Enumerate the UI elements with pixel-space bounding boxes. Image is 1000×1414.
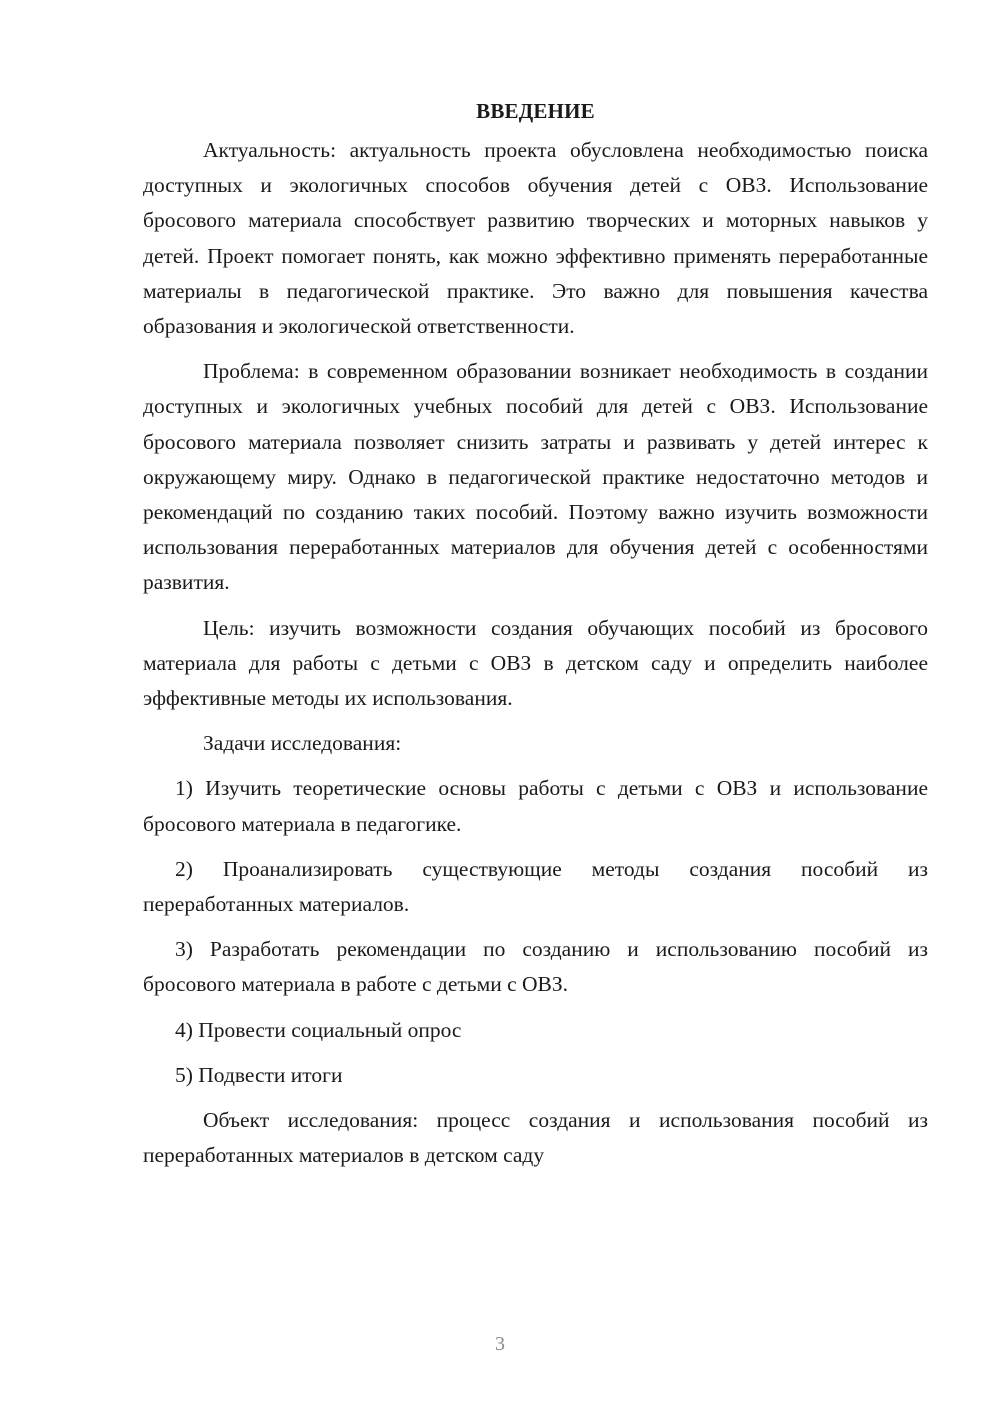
task-item-4: 4) Провести социальный опрос [175, 1017, 462, 1042]
section-heading: ВВЕДЕНИЕ [476, 99, 595, 123]
object-paragraph: Объект исследования: процесс создания и использования пособий из переработанных материалов в детском саду [143, 1108, 928, 1168]
page-number: 3 [495, 1333, 505, 1355]
task-item-1: 1) Изучить теоретические основы работы с детьми с ОВЗ и использование бросового материала в педагогике. [143, 776, 928, 836]
goal-paragraph: Цель: изучить возможности создания обучающих пособий из бросового материала для работы с детьми с ОВЗ в детском саду и определить наиболее эффективные методы их использования. [143, 615, 928, 711]
relevance-paragraph: Актуальность: актуальность проекта обусловлена необходимостью поиска доступных и экологичных способов обучения детей с ОВЗ. Использование бросового материала способствует развитию творческих и моторных навыков у детей. Проект помогает понять, как можно эффективно применять переработанные материалы в педагогической практике. Это важно для повышения качества образования и экологической ответственности. [143, 138, 928, 339]
tasks-heading: Задачи исследования: [203, 731, 402, 756]
task-item-5: 5) Подвести итоги [175, 1062, 343, 1087]
task-item-3: 3) Разработать рекомендации по созданию и использованию пособий из бросового материала в работе с детьми с ОВЗ. [143, 937, 928, 997]
problem-paragraph: Проблема: в современном образовании возникает необходимость в создании доступных и экологичных учебных пособий для детей с ОВЗ. Использование бросового материала позволяет снизить затраты и развивать у детей интерес к окружающему миру. Однако в педагогической практике недостаточно методов и рекомендаций по созданию таких пособий. Поэтому важно изучить возможности использования переработанных материалов для обучения детей с особенностями развития. [143, 359, 928, 595]
document-page [143, 94, 928, 1183]
task-item-2: 2) Проанализировать существующие методы создания пособий из переработанных материалов. [143, 856, 928, 917]
